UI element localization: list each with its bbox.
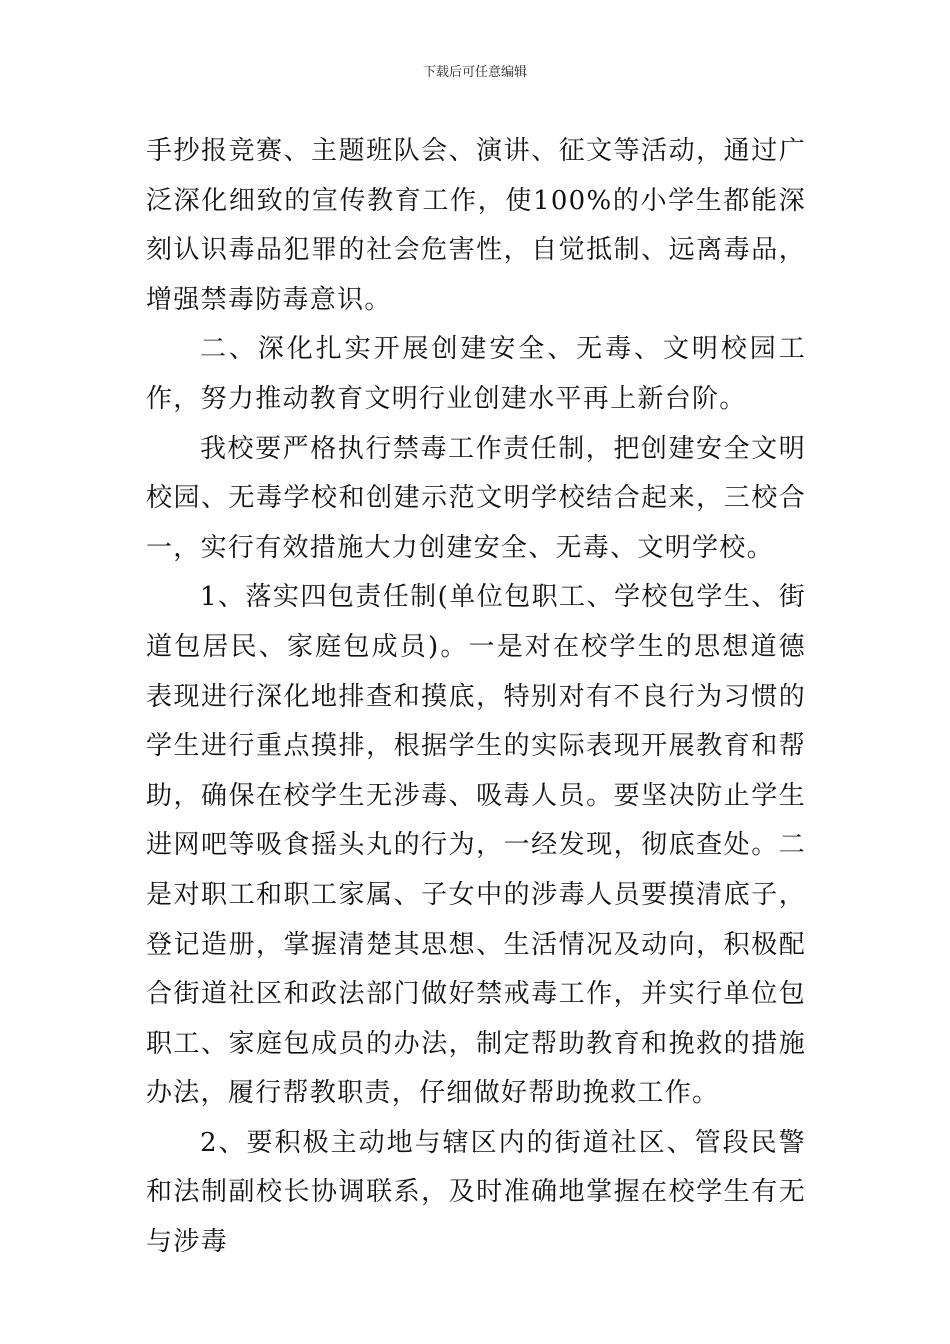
page-header: 下载后可任意编辑 — [422, 65, 527, 80]
paragraph-item-1: 1、落实四包责任制(单位包职工、学校包学生、街道包居民、家庭包成员)。一是对在校学生的思想道德表现进行深化地排查和摸底，特别对有不良行为习惯的学生进行重点摸排，根据学生的实际表现开展教育和帮助，确保在校学生无涉毒、吸毒人员。要坚决防止学生进网吧等吸食摇头丸的行为，一经发现，彻底查处。二是对职工和职工家属、子女中的涉毒人员要摸清底子，登记造册，掌握清楚其思想、生活情况及动向，积极配合街道社区和政法部门做好禁戒毒工作，并实行单位包职工、家庭包成员的办法，制定帮助教育和挽救的措施办法，履行帮教职责，仔细做好帮助挽救工作。 — [146, 582, 806, 1109]
paragraph-continuation: 手抄报竞赛、主题班队会、演讲、征文等活动，通过广泛深化细致的宣传教育工作，使100%的小学生都能深刻认识毒品犯罪的社会危害性，自觉抵制、远离毒品，增强禁毒防毒意识。 — [146, 136, 806, 315]
paragraph-section-heading: 二、深化扎实开展创建安全、无毒、文明校园工作，努力推动教育文明行业创建水平再上新台阶。 — [146, 334, 806, 414]
paragraph-school-policy: 我校要严格执行禁毒工作责任制，把创建安全文明校园、无毒学校和创建示范文明学校结合起来，三校合一，实行有效措施大力创建安全、无毒、文明学校。 — [146, 433, 806, 563]
document-body — [146, 127, 806, 1268]
paragraph-item-2: 2、要积极主动地与辖区内的街道社区、管段民警和法制副校长协调联系，及时准确地掌握在校学生有无与涉毒 — [146, 1127, 806, 1258]
